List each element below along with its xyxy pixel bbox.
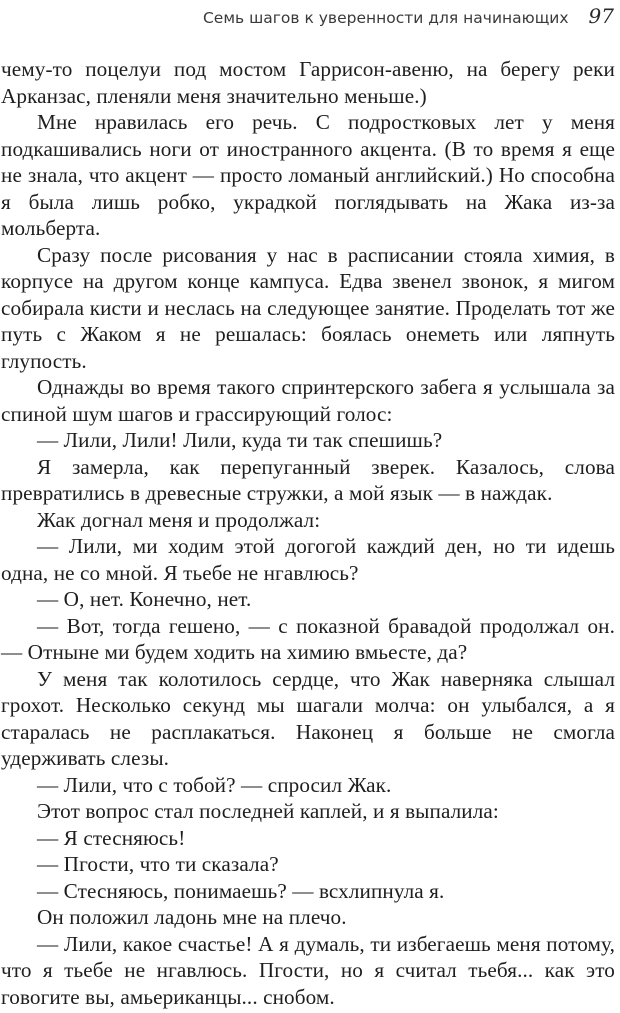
- body-text: [1, 56, 615, 1010]
- paragraph: Мне нравилась его речь. С подростковых лет у меня подкашивались ноги от иностранного акцента. (В то время я еще не знала, что акцент — просто ломаный английский.) Но способна я была лишь робко, украдкой поглядывать на Жака из-за мольберта.: [1, 110, 615, 240]
- paragraph: — Лили, какое счастье! А я думаль, ти избегаешь меня потому, что я тьебе не нгавлюсь. Пгости, но я считал тьебя... как это говогите вы, амьериканцы... снобом.: [1, 931, 615, 1009]
- paragraph: — Стесняюсь, понимаешь? — всхлипнула я.: [37, 878, 445, 903]
- paragraph: Однажды во время такого спринтерского забега я услышала за спиной шум шагов и грассирующий голос:: [1, 375, 615, 426]
- paragraph: — Пгости, что ти сказала?: [37, 852, 279, 876]
- paragraph: — О, нет. Конечно, нет.: [37, 587, 252, 611]
- paragraph: Жак догнал меня и продолжал:: [37, 507, 321, 532]
- page-number: 97: [588, 4, 614, 28]
- paragraph: чему-то поцелуи под мостом Гаррисон-авеню, на берегу реки Арканзас, пленяли меня значительно меньше.): [1, 57, 615, 108]
- running-head-title: Семь шагов к уверенности для начинающих: [202, 9, 569, 27]
- paragraph: Я замерла, как перепуганный зверек. Казалось, слова превратились в древесные стружки, а мой язык — в наждак.: [1, 454, 615, 505]
- paragraph: — Я стесняюсь!: [37, 825, 186, 850]
- paragraph: У меня так колотилось сердце, что Жак наверняка слышал грохот. Несколько секунд мы шагали молча: он улыбался, а я старалась не расплакаться. Наконец я больше не смогла удерживать слезы.: [1, 666, 615, 770]
- paragraph: — Вот, тогда гешено, — с показной бравадой продолжал он. — Отныне ми будем ходить на химию вмьесте, да?: [1, 613, 615, 664]
- paragraph: Он положил ладонь мне на плечо.: [37, 905, 347, 929]
- paragraph: Этот вопрос стал последней каплей, и я выпалила:: [37, 799, 499, 823]
- paragraph: — Лили, ми ходим этой догогой каждий ден, но ти идешь одна, не со мной. Я тьебе не нгавлюсь?: [1, 534, 615, 585]
- paragraph: — Лили, Лили! Лили, куда ти так спешишь?: [37, 428, 443, 452]
- paragraph: Сразу после рисования у нас в расписании стояла химия, в корпусе на другом конце кампуса. Едва звенел звонок, я мигом собирала кисти и неслась на следующее занятие. Проделать тот же путь с Жаком я не решалась: боялась онеметь или ляпнуть глупость.: [1, 242, 615, 373]
- running-head: [0, 4, 614, 30]
- paragraph: — Лили, что с тобой? — спросил Жак.: [37, 772, 392, 797]
